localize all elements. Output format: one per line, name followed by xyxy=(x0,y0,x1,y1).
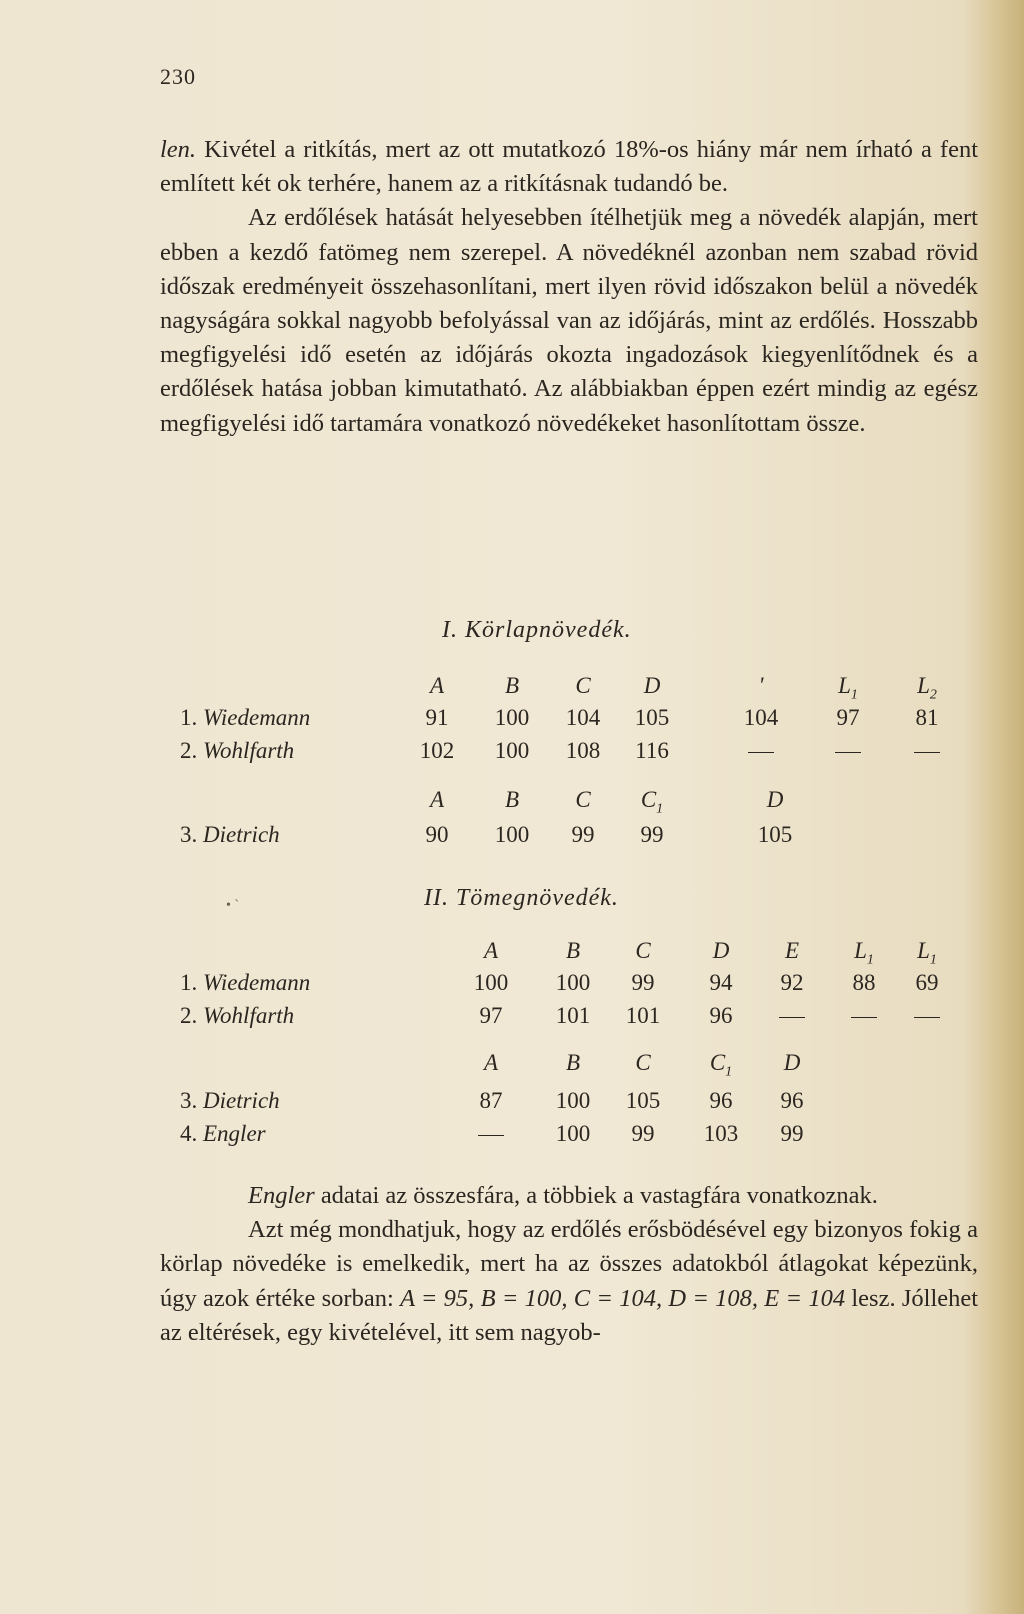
table-cell: 108 xyxy=(565,738,601,763)
column-header: C xyxy=(635,938,651,963)
row-number: 3. xyxy=(180,1088,203,1113)
paragraph xyxy=(160,133,978,201)
paragraph xyxy=(160,1213,978,1350)
column-header: $L_1$ xyxy=(854,938,874,968)
row-number: 1. xyxy=(180,705,203,730)
table-cell: 104 xyxy=(743,705,779,730)
table-cell: 91 xyxy=(425,705,449,730)
body-text-top xyxy=(160,133,978,441)
table-cell: 99 xyxy=(640,822,664,847)
column-header: $L_2$ xyxy=(917,673,937,703)
average-a: A = 95, xyxy=(400,1284,475,1312)
column-header: C xyxy=(575,673,591,698)
row-label xyxy=(180,1121,266,1147)
table-cell: 99 xyxy=(571,822,595,847)
dash-mark xyxy=(478,1135,504,1136)
table-cell: 100 xyxy=(473,970,509,995)
column-header: A xyxy=(429,673,445,698)
row-number: 3. xyxy=(180,822,203,847)
dash-mark xyxy=(851,1017,877,1018)
column-header: C xyxy=(575,787,591,812)
table-cell: 101 xyxy=(555,1003,591,1028)
paragraph-text: lesz. Jóllehet az eltérések, egy kivételével, itt sem nagyob- xyxy=(160,1284,979,1346)
column-header: D xyxy=(643,673,661,698)
table-cell: 100 xyxy=(494,738,530,763)
average-e: E = 104 xyxy=(764,1284,846,1312)
table-cell: 100 xyxy=(555,1121,591,1146)
print-speck: • ˋ xyxy=(226,898,240,913)
column-header: D xyxy=(712,938,730,963)
table-cell: 100 xyxy=(555,1088,591,1113)
table-cell: 92 xyxy=(780,970,804,995)
table-cell: 103 xyxy=(703,1121,739,1146)
paragraph: Az erdőlések hatását helyesebben ítélhetjük meg a növedék alapján, mert ebben a kezdő fatömeg nem szerepel. A növedéknél azonban nem szabad rövid időszak eredményeit összehasonlítani, mert ilyen rövid időszakon belül a növedék nagyságára sokkal nagyobb befolyással van az időjárás, mint az erdőlés. Hosszabb megfigyelési idő esetén az időjárás okozta ingadozások kiegyenlítődnek és a erdőlések hatása jobban kimutatható. Az alábbiakban éppen ezért mindig az egész megfigyelési idő tartamára vonatkozó növedékeket hasonlítottam össze. xyxy=(160,204,978,437)
table-cell: 88 xyxy=(852,970,876,995)
table-cell xyxy=(818,738,878,764)
table-cell xyxy=(762,1003,822,1029)
table-cell: 102 xyxy=(419,738,455,763)
table-cell xyxy=(897,1003,957,1029)
table-cell: 69 xyxy=(915,970,939,995)
table-cell: 100 xyxy=(494,705,530,730)
column-header: $C_1$ xyxy=(709,1050,733,1080)
table-title-tomegnovedek: II. Tömegnövedék. xyxy=(424,885,619,911)
table-cell: 94 xyxy=(709,970,733,995)
column-header: A xyxy=(429,787,445,812)
table-cell: 81 xyxy=(915,705,939,730)
author-name: Wohlfarth xyxy=(203,1003,295,1028)
column-header: $C_1$ xyxy=(640,787,664,817)
paragraph xyxy=(160,1179,978,1213)
table-cell: 105 xyxy=(634,705,670,730)
table-cell: 87 xyxy=(479,1088,503,1113)
page-number: 230 xyxy=(160,64,196,89)
carryover-word: len. xyxy=(160,136,197,163)
table-cell: 116 xyxy=(635,738,669,763)
dash-mark xyxy=(914,752,940,753)
author-name: Dietrich xyxy=(203,822,280,847)
table-title-korlapnovedek: I. Körlapnövedék. xyxy=(442,617,632,643)
row-label xyxy=(180,822,280,848)
body-text-bottom xyxy=(160,1179,978,1350)
table-cell: 105 xyxy=(757,822,793,847)
column-header: D xyxy=(766,787,784,812)
row-label xyxy=(180,705,310,731)
dash-mark xyxy=(835,752,861,753)
table-cell xyxy=(834,1003,894,1029)
table-cell: 100 xyxy=(555,970,591,995)
row-number: 2. xyxy=(180,738,203,763)
table-cell: 97 xyxy=(479,1003,503,1028)
average-b: B = 100, xyxy=(480,1284,568,1312)
row-label xyxy=(180,1003,294,1029)
author-name: Engler xyxy=(248,1182,315,1209)
author-name: Engler xyxy=(203,1121,266,1146)
average-c: C = 104, xyxy=(573,1284,663,1312)
average-d: D = 108, xyxy=(668,1284,759,1312)
column-header: A xyxy=(483,938,499,963)
table-cell: 99 xyxy=(780,1121,804,1146)
column-header: C xyxy=(635,1050,651,1075)
table-cell: 90 xyxy=(425,822,449,847)
row-number: 4. xyxy=(180,1121,203,1146)
column-header: $L_1$ xyxy=(838,673,858,703)
table-cell: 101 xyxy=(625,1003,661,1028)
row-label xyxy=(180,970,310,996)
table-cell: 96 xyxy=(709,1088,733,1113)
dash-mark xyxy=(779,1017,805,1018)
table-cell: 99 xyxy=(631,1121,655,1146)
author-name: Wohlfarth xyxy=(203,738,295,763)
column-header: A xyxy=(483,1050,499,1075)
column-header: B xyxy=(504,673,520,698)
table-cell: 97 xyxy=(836,705,860,730)
author-name: Wiedemann xyxy=(203,705,311,730)
author-name: Dietrich xyxy=(203,1088,280,1113)
column-header: E xyxy=(784,938,800,963)
table-cell: 100 xyxy=(494,822,530,847)
row-number: 2. xyxy=(180,1003,203,1028)
paragraph-text: Azt még mondhatjuk, hogy az erdőlés erősbödésével egy bizonyos fokig a körlap növedéke is emelkedik, mert ha az összes adatokból átlagokat képezünk, úgy azok értéke sorban: xyxy=(160,1216,978,1312)
table-cell xyxy=(897,738,957,764)
table-cell xyxy=(731,738,791,764)
row-label xyxy=(180,738,294,764)
column-header: ' xyxy=(758,673,764,698)
row-label xyxy=(180,1088,280,1114)
column-header: B xyxy=(565,938,581,963)
column-header: D xyxy=(783,1050,801,1075)
dash-mark xyxy=(914,1017,940,1018)
paragraph-text: adatai az összesfára, a többiek a vastagfára vonatkoznak. xyxy=(314,1182,878,1209)
author-name: Wiedemann xyxy=(203,970,311,995)
table-cell: 96 xyxy=(709,1003,733,1028)
column-header: B xyxy=(565,1050,581,1075)
column-header: B xyxy=(504,787,520,812)
dash-mark xyxy=(748,752,774,753)
table-cell: 105 xyxy=(625,1088,661,1113)
table-cell xyxy=(461,1121,521,1147)
row-number: 1. xyxy=(180,970,203,995)
column-header: $L_1$ xyxy=(917,938,937,968)
table-cell: 104 xyxy=(565,705,601,730)
paragraph-text: Kivétel a ritkítás, mert az ott mutatkozó 18%-os hiány már nem írható a fent említett két ok terhére, hanem az a ritkításnak tudandó be. xyxy=(160,136,978,198)
table-cell: 99 xyxy=(631,970,655,995)
table-cell: 96 xyxy=(780,1088,804,1113)
